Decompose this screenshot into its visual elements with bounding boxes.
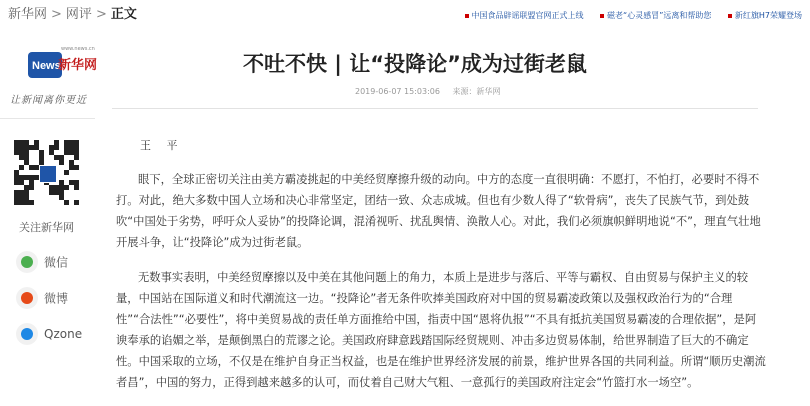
qr-module	[19, 145, 24, 150]
qr-module	[64, 145, 69, 150]
qr-module	[14, 150, 19, 155]
qr-module	[59, 185, 64, 190]
qr-module	[39, 155, 44, 160]
qr-module	[54, 145, 59, 150]
top-links	[451, 10, 803, 21]
qr-module	[29, 165, 34, 170]
qr-module	[34, 145, 39, 150]
article-source: 来源：新华网	[452, 87, 501, 96]
qr-module	[19, 190, 24, 195]
qr-module	[59, 155, 64, 160]
qr-module	[24, 145, 29, 150]
qr-module	[49, 190, 54, 195]
qr-module	[59, 190, 64, 195]
qr-module	[74, 180, 79, 185]
qr-module	[14, 145, 19, 150]
qr-module	[24, 190, 29, 195]
qr-module	[24, 185, 29, 190]
share-weibo-button[interactable]: 微博	[16, 287, 68, 309]
top-link-3[interactable]: 新红旗H7荣耀登场	[728, 11, 802, 20]
bullet-icon	[465, 14, 469, 18]
qr-module	[64, 170, 69, 175]
qr-module	[14, 170, 19, 175]
qr-module	[19, 195, 24, 200]
qr-module	[24, 150, 29, 155]
weibo-icon	[16, 287, 38, 309]
article-date: 2019-06-07 15:03:06	[355, 87, 440, 96]
breadcrumb-current: 正文	[110, 7, 137, 22]
breadcrumb-section[interactable]: 网评	[65, 7, 92, 22]
qr-module	[39, 150, 44, 155]
qr-module	[29, 185, 34, 190]
article-author: 王 平	[140, 139, 184, 152]
qr-module	[49, 150, 54, 155]
qr-module	[14, 200, 19, 205]
qr-module	[69, 145, 74, 150]
breadcrumb	[8, 3, 137, 22]
qr-module	[14, 140, 19, 145]
article-paragraph-2: 无数事实表明，中美经贸摩擦以及中美在其他问题上的角力，本质上是进步与落后、平等与霸权、自由贸易与保护主义的较量，中国站在国际道义和时代潮流这一边。“投降论”者无条件吹捧美国政府对中国的贸易霸凌政策以及强权政治行为的“合理性”“合法性”“必要性”，将中美贸易战的责任单方面推给中国，指责中国“恩将仇报”“不具有抵抗美国贸易霸凌的合理依据”，是阿谀奉承的谄媚之举，是颠倒黑白的荒谬之论。美国政府肆意践踏国际经贸规则、冲击多边贸易体制，给世界制造了巨大的不确定性。中国采取的立场，不仅是在维护自身正当权益，也是在维护世界经济发展的前景，维护世界各国的共同利益。所谓“顺历史潮流者昌”，中国的努力，正得到越来越多的认可，而仗着自己财大气粗、一意孤行的美国政府注定会“竹篮打水一场空”。	[116, 271, 766, 389]
qr-module	[74, 150, 79, 155]
qr-module	[29, 200, 34, 205]
qr-module	[69, 150, 74, 155]
article-meta	[355, 86, 511, 97]
divider	[112, 108, 758, 109]
qr-module	[74, 140, 79, 145]
qr-module	[19, 165, 24, 170]
qr-module	[24, 155, 29, 160]
qr-module	[59, 195, 64, 200]
qr-module	[59, 160, 64, 165]
qr-module	[49, 185, 54, 190]
qr-module	[74, 200, 79, 205]
qr-logo-icon	[39, 165, 57, 183]
qr-module	[19, 200, 24, 205]
qr-module	[19, 150, 24, 155]
qr-module	[24, 160, 29, 165]
qr-module	[69, 160, 74, 165]
follow-label: 关注新华网	[19, 221, 74, 234]
breadcrumb-separator: >	[95, 7, 107, 22]
qr-module	[14, 195, 19, 200]
qr-module	[64, 200, 69, 205]
qr-module	[54, 185, 59, 190]
qr-module	[49, 145, 54, 150]
qr-module	[69, 180, 74, 185]
qr-module	[14, 175, 19, 180]
qr-module	[54, 140, 59, 145]
qr-module	[59, 180, 64, 185]
qr-module	[64, 150, 69, 155]
qr-module	[19, 180, 24, 185]
qr-module	[14, 180, 19, 185]
qr-module	[24, 200, 29, 205]
qr-module	[74, 155, 79, 160]
xinhua-logo[interactable]: News www.news.cn 新华网	[28, 48, 98, 86]
qr-module	[54, 190, 59, 195]
sidebar-divider	[0, 118, 95, 119]
qr-module	[34, 140, 39, 145]
qr-module	[29, 180, 34, 185]
qr-module	[14, 190, 19, 195]
qr-module	[19, 155, 24, 160]
qr-module	[24, 175, 29, 180]
qzone-icon	[16, 323, 38, 345]
breadcrumb-separator: >	[51, 7, 62, 22]
bullet-icon	[728, 14, 732, 18]
wechat-icon	[16, 251, 38, 273]
bullet-icon	[600, 14, 604, 18]
qr-module	[29, 145, 34, 150]
article-paragraph-1: 眼下，全球正密切关注由美方霸凌挑起的中美经贸摩擦升级的动向。中方的态度一直很明确：不愿打，不怕打，必要时不得不打。对此，绝大多数中国人立场和决心非常坚定，团结一致、众志成城。但也有少数人得了“软骨病”，丧失了民族气节，到处鼓吹“中国处于劣势，呼吁众人妥协”的投降论调，混淆视听、扰乱舆情、涣散人心。对此，我们必须旗帜鲜明地说“不”，理直气壮地开展斗争，让“投降论”成为过街老鼠。	[116, 173, 761, 249]
qr-module	[74, 165, 79, 170]
qr-module	[69, 140, 74, 145]
qr-code-icon	[14, 140, 80, 206]
qr-module	[19, 140, 24, 145]
page-title: 不吐不快 | 让“投降论”成为过街老鼠	[243, 52, 587, 76]
qr-module	[74, 185, 79, 190]
qr-module	[24, 195, 29, 200]
qr-module	[69, 165, 74, 170]
qr-module	[24, 140, 29, 145]
slogan: 让新闻离你更近	[10, 95, 87, 106]
qr-module	[29, 175, 34, 180]
top-link-1[interactable]: 中国食品辟谣联盟官网正式上线	[465, 11, 584, 20]
qr-module	[64, 185, 69, 190]
qr-module	[74, 145, 79, 150]
share-qzone-button[interactable]: Qzone	[16, 323, 82, 345]
qr-module	[19, 175, 24, 180]
breadcrumb-home[interactable]: 新华网	[8, 7, 48, 22]
top-link-2[interactable]: 磁老“心灵感冒”远离和帮助您	[600, 11, 711, 20]
share-wechat-button[interactable]: 微信	[16, 251, 68, 273]
qr-module	[64, 140, 69, 145]
qr-module	[54, 155, 59, 160]
